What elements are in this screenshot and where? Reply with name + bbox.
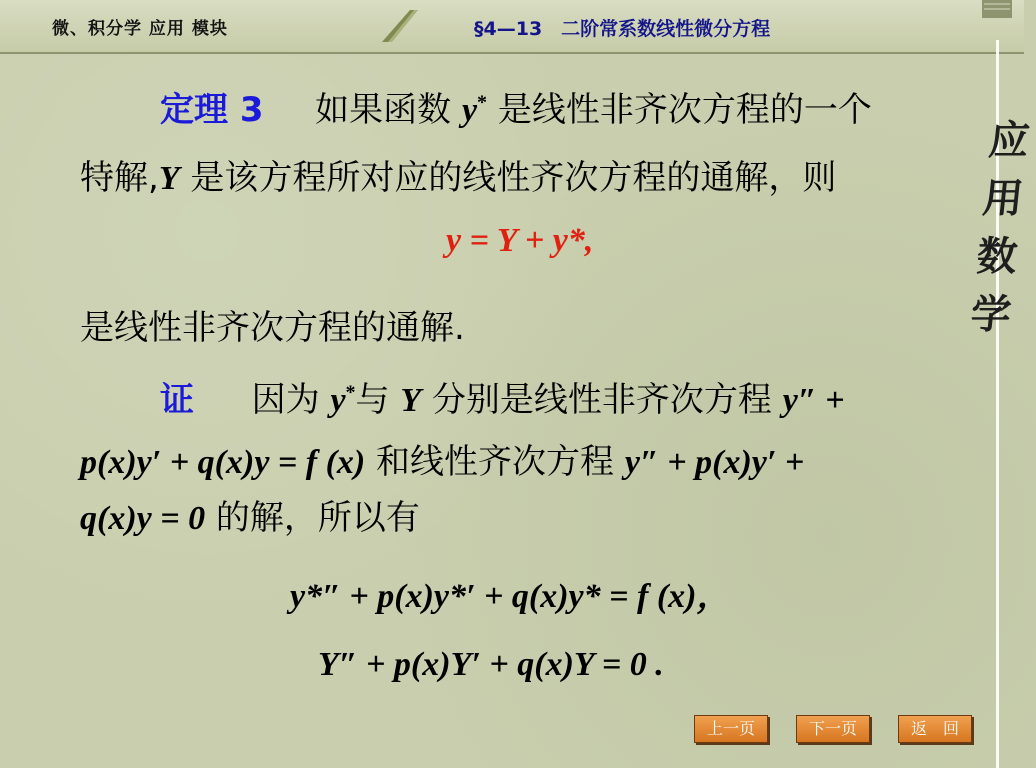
- header-bar: [0, 0, 1024, 54]
- equation-1: y*″ + p(x)y*′ + q(x)y* = f (x)，: [290, 578, 731, 615]
- proof-line-3: [80, 490, 420, 539]
- proof-line-2: [80, 434, 804, 483]
- module-title: 微、积分学 应用 模块: [52, 19, 228, 39]
- theorem-text: 如果函数: [315, 90, 462, 130]
- math-y: y: [330, 382, 346, 419]
- side-char: 学: [968, 292, 1014, 338]
- theorem-label: 定理 3: [160, 90, 264, 130]
- theorem-line-1: [160, 82, 872, 131]
- back-button[interactable]: 返 回: [898, 715, 972, 743]
- next-page-button[interactable]: 下一页: [796, 715, 870, 743]
- math-expr: y″ +: [782, 382, 845, 419]
- math-expr: q(x)y = 0: [80, 500, 206, 537]
- header-divider-icon: [380, 8, 420, 44]
- proof-text: 分别是线性非齐次方程: [421, 380, 783, 420]
- proof-text: 因为: [251, 380, 331, 420]
- proof-text: 和线性齐次方程: [365, 442, 625, 482]
- proof-label: 证: [160, 380, 194, 420]
- proof-text: 与: [355, 380, 401, 420]
- math-y: y: [461, 92, 478, 129]
- side-label: [964, 112, 1036, 344]
- math-star: *: [477, 91, 488, 114]
- proof-line-1: [160, 372, 845, 421]
- math-expr: y″ + p(x)y′ +: [624, 444, 805, 481]
- side-char: 应: [986, 118, 1032, 164]
- theorem-text: 是线性非齐次方程的一个: [487, 90, 872, 130]
- proof-text: 的解，所以有: [205, 498, 420, 538]
- theorem-line-3: 是线性非齐次方程的通解.: [80, 308, 465, 348]
- math-Y: Y: [158, 160, 180, 197]
- theorem-text: 是该方程所对应的线性齐次方程的通解，则: [179, 158, 837, 198]
- math-Y: Y: [400, 382, 422, 419]
- side-char: 数: [974, 234, 1020, 280]
- header-ornament-icon: [982, 0, 1012, 18]
- section-title: §4—13 二阶常系数线性微分方程: [474, 18, 771, 40]
- prev-page-button[interactable]: 上一页: [694, 715, 768, 743]
- side-char: 用: [980, 176, 1026, 222]
- theorem-line-2: [80, 150, 836, 199]
- math-expr: p(x)y′ + q(x)y = f (x): [80, 444, 366, 481]
- theorem-text: 特解,: [80, 158, 159, 198]
- theorem-formula: y = Y + y*,: [446, 222, 594, 259]
- equation-2: Y″ + p(x)Y′ + q(x)Y = 0 .: [318, 646, 664, 683]
- math-star: *: [345, 381, 356, 404]
